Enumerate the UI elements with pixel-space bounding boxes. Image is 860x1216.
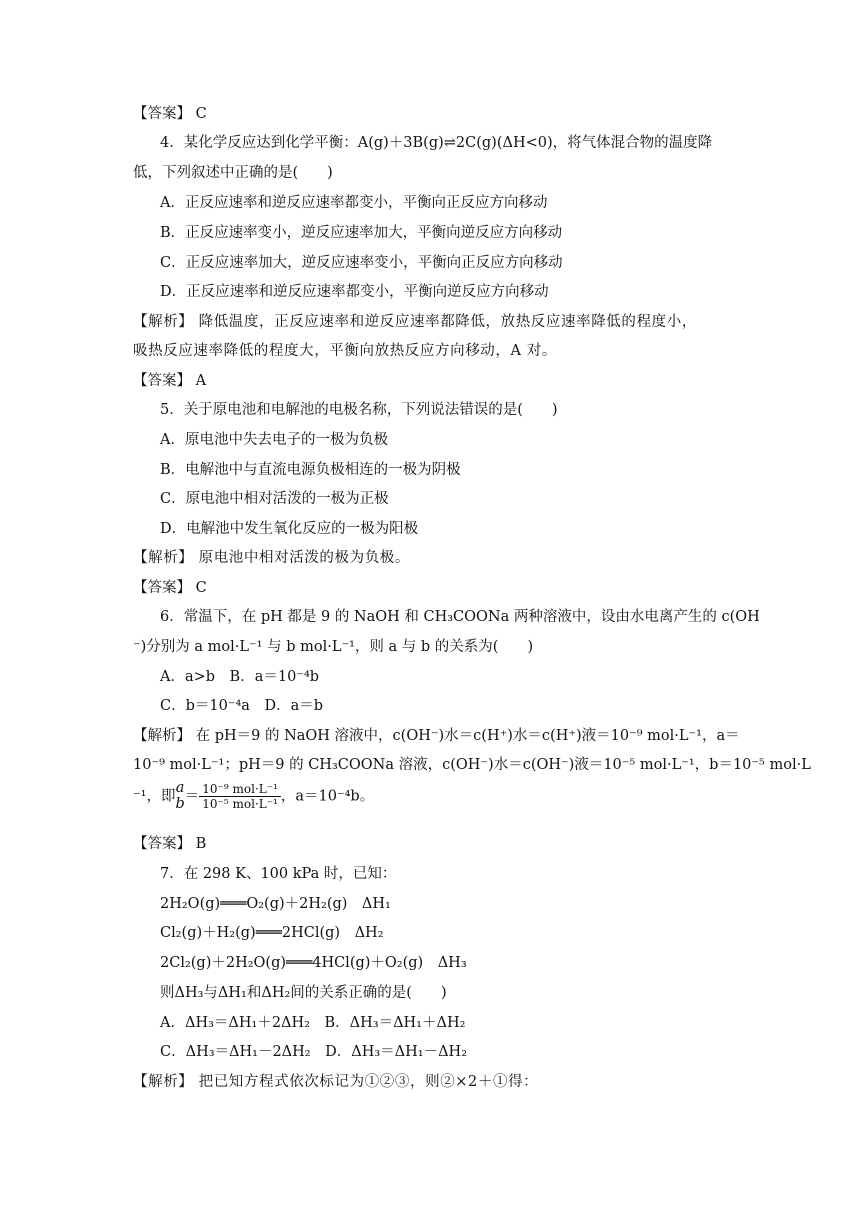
explanation-6-line-3	[133, 781, 374, 812]
question-5-option-c: C．原电池中相对活泼的一极为正极	[160, 491, 389, 507]
question-6-options-ab: A．a>b B．a＝10⁻⁴b	[160, 669, 320, 685]
question-7-options-ab: A．ΔH₃＝ΔH₁＋2ΔH₂ B．ΔH₃＝ΔH₁＋ΔH₂	[160, 1015, 466, 1031]
question-4-option-b: B．正反应速率变小，逆反应速率加大，平衡向逆反应方向移动	[160, 225, 563, 241]
answer-5: 【答案】 C	[133, 580, 207, 596]
question-7-options-cd: C．ΔH₃＝ΔH₁－2ΔH₂ D．ΔH₃＝ΔH₁－ΔH₂	[160, 1044, 468, 1060]
question-5-option-a: A．原电池中失去电子的一极为负极	[160, 432, 388, 448]
question-5-option-d: D．电解池中发生氧化反应的一极为阳极	[160, 521, 419, 537]
ratio-denominator: b	[175, 796, 185, 812]
answer-4: 【答案】 A	[133, 373, 207, 389]
value-fraction	[199, 782, 281, 811]
answer-6: 【答案】 B	[133, 836, 207, 852]
explanation-5: 【解析】 原电池中相对活泼的极为负极。	[133, 550, 411, 566]
question-4-line-1: 4．某化学反应达到化学平衡：A(g)＋3B(g)⇌2C(g)(ΔH<0)，将气体混合物的温度降	[160, 135, 713, 151]
explanation-6-line-2: 10⁻⁹ mol·L⁻¹；pH＝9 的 CH₃COONa 溶液，c(OH⁻)水＝c(OH⁻)液＝10⁻⁵ mol·L⁻¹，b＝10⁻⁵ mol·L	[133, 757, 811, 773]
ratio-fraction	[175, 781, 184, 812]
question-4-line-2: 低，下列叙述中正确的是( )	[133, 165, 333, 181]
question-5-option-b: B．电解池中与直流电源负极相连的一极为阴极	[160, 462, 461, 478]
equals-sign: ＝	[184, 788, 200, 805]
explanation-6-prefix: ⁻¹，即	[133, 788, 176, 805]
answer-3: 【答案】 C	[133, 106, 207, 122]
question-6-line-2: ⁻)分别为 a mol·L⁻¹ 与 b mol·L⁻¹，则 a 与 b 的关系为( )	[133, 639, 534, 655]
explanation-4-line-1: 【解析】 降低温度，正反应速率和逆反应速率都降低，放热反应速率降低的程度小，	[133, 314, 697, 330]
value-denominator: 10⁻⁵ mol·L⁻¹	[202, 797, 278, 811]
question-7: 7．在 298 K、100 kPa 时，已知：	[160, 866, 397, 882]
equation-1: 2H₂O(g)═══O₂(g)＋2H₂(g) ΔH₁	[160, 896, 391, 912]
explanation-4-line-2: 吸热反应速率降低的程度大，平衡向放热反应方向移动，A 对。	[133, 343, 557, 359]
equation-2: Cl₂(g)＋H₂(g)═══2HCl(g) ΔH₂	[160, 925, 384, 941]
question-4-option-d: D．正反应速率和逆反应速率都变小，平衡向逆反应方向移动	[160, 284, 549, 300]
question-6-options-cd: C．b＝10⁻⁴a D．a＝b	[160, 698, 323, 714]
question-4-option-c: C．正反应速率加大，逆反应速率变小，平衡向正反应方向移动	[160, 255, 563, 271]
question-7-ask: 则ΔH₃与ΔH₁和ΔH₂间的关系正确的是( )	[160, 985, 447, 1001]
ratio-numerator: a	[175, 780, 185, 796]
explanation-7: 【解析】 把已知方程式依次标记为①②③，则②×2＋①得：	[133, 1074, 539, 1090]
question-5: 5．关于原电池和电解池的电极名称，下列说法错误的是( )	[160, 402, 558, 418]
question-4-option-a: A．正反应速率和逆反应速率都变小，平衡向正反应方向移动	[160, 195, 548, 211]
value-numerator: 10⁻⁹ mol·L⁻¹	[199, 782, 281, 797]
explanation-6-suffix: ，a＝10⁻⁴b。	[280, 788, 375, 805]
equation-3: 2Cl₂(g)＋2H₂O(g)═══4HCl(g)＋O₂(g) ΔH₃	[160, 955, 467, 971]
question-6-line-1: 6．常温下，在 pH 都是 9 的 NaOH 和 CH₃COONa 两种溶液中，设由水电离产生的 c(OH	[160, 609, 760, 625]
explanation-6-line-1: 【解析】 在 pH＝9 的 NaOH 溶液中，c(OH⁻)水＝c(H⁺)水＝c(H⁺)液＝10⁻⁹ mol·L⁻¹，a＝	[133, 728, 740, 744]
